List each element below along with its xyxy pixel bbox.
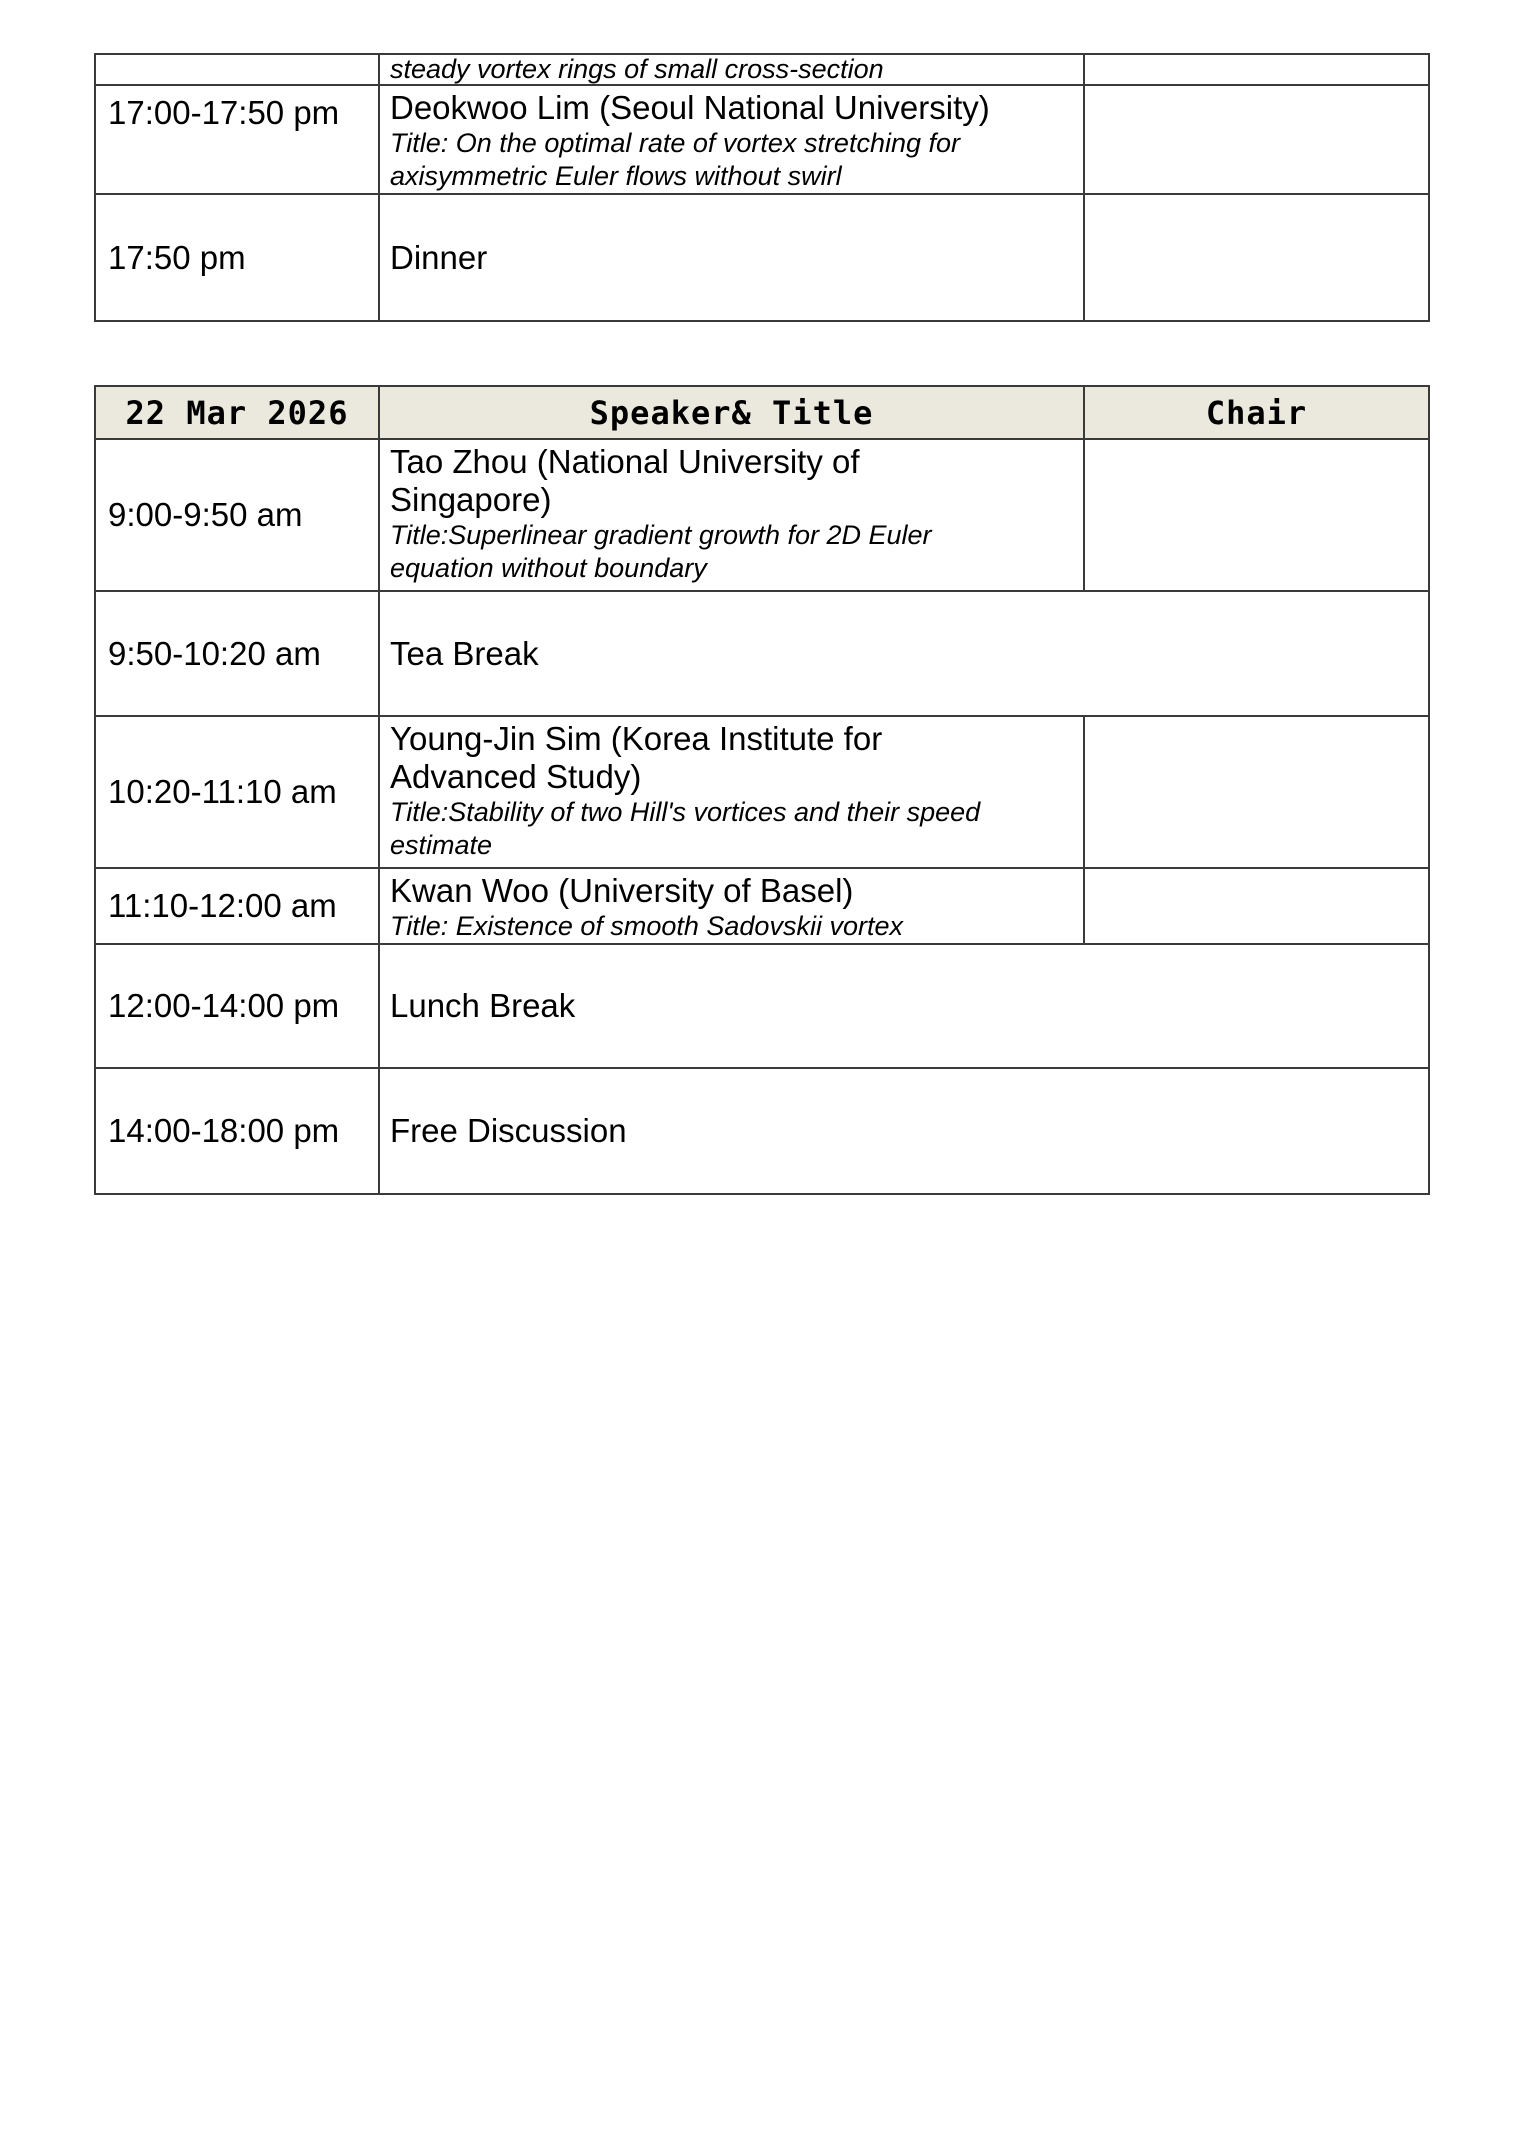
speaker-name: Deokwoo Lim (Seoul National University) [390, 89, 990, 126]
speaker-cell [379, 868, 1084, 944]
time-cell: 9:50-10:20 am [95, 591, 379, 716]
table-row [95, 944, 1429, 1068]
chair-cell [1084, 716, 1429, 868]
talk-title-line: axisymmetric Euler flows without swirl [390, 161, 842, 191]
talk-title-line: estimate [390, 830, 493, 860]
time-cell: 9:00-9:50 am [95, 439, 379, 591]
table-row [95, 591, 1429, 716]
talk-title-line: equation without boundary [390, 553, 707, 583]
time-cell: 10:20-11:10 am [95, 716, 379, 868]
table-row [95, 868, 1429, 944]
speaker-name: Singapore) [390, 481, 552, 518]
event-cell: Dinner [379, 194, 1084, 321]
speaker-cell [379, 54, 1084, 85]
schedule-table-22-mar-2026 [94, 385, 1430, 1195]
time-cell: 14:00-18:00 pm [95, 1068, 379, 1194]
talk-title-line: Title:Stability of two Hill's vortices and their speed [390, 797, 981, 827]
table-row [95, 1068, 1429, 1194]
time-cell: 11:10-12:00 am [95, 868, 379, 944]
speaker-name: Young-Jin Sim (Korea Institute for [390, 720, 883, 757]
table-row [95, 54, 1429, 85]
header-date-cell: 22 Mar 2026 [95, 386, 379, 439]
talk-title-line: steady vortex rings of small cross-section [390, 54, 884, 84]
chair-cell [1084, 54, 1429, 85]
chair-cell [1084, 439, 1429, 591]
talk-title-line: Title: On the optimal rate of vortex stretching for [390, 128, 961, 158]
chair-cell [1084, 868, 1429, 944]
speaker-cell [379, 85, 1084, 194]
chair-cell [1084, 194, 1429, 321]
time-cell-empty [95, 54, 379, 85]
header-speaker-title-cell: Speaker& Title [379, 386, 1084, 439]
time-cell: 17:50 pm [95, 194, 379, 321]
schedule-table-continuation [94, 53, 1430, 322]
event-cell: Free Discussion [379, 1068, 1429, 1194]
talk-title-line: Title: Existence of smooth Sadovskii vortex [390, 911, 903, 941]
speaker-cell [379, 716, 1084, 868]
header-row [95, 386, 1429, 439]
event-cell: Tea Break [379, 591, 1429, 716]
table-row [95, 85, 1429, 194]
speaker-name: Tao Zhou (National University of [390, 443, 860, 480]
table-row [95, 194, 1429, 321]
table-row [95, 716, 1429, 868]
event-cell: Lunch Break [379, 944, 1429, 1068]
time-cell: 12:00-14:00 pm [95, 944, 379, 1068]
time-cell: 17:00-17:50 pm [95, 85, 379, 194]
speaker-cell [379, 439, 1084, 591]
header-chair-cell: Chair [1084, 386, 1429, 439]
chair-cell [1084, 85, 1429, 194]
speaker-name: Advanced Study) [390, 758, 642, 795]
table-row [95, 439, 1429, 591]
talk-title-line: Title:Superlinear gradient growth for 2D Euler [390, 520, 932, 550]
speaker-name: Kwan Woo (University of Basel) [390, 872, 854, 909]
